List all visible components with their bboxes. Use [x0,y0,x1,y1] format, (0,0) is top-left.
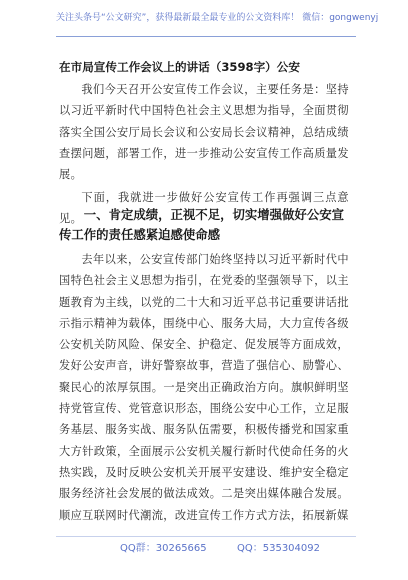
footer-divider [56,536,356,537]
paragraph-transition: 下面，我就进一步做好公安宣传工作再强调三点意见。 [59,191,349,226]
paragraph-section-1: 去年以来，公安宣传部门始终坚持以习近平新时代中国特色社会主义思想为指引，在党委的坚强领导下，以主题教育为主线，以党的二十大和习近平总书记重要讲话批示指示精神为载体，围绕中心、服务大局，大力宣传各级公安机关防风险、保安全、护稳定、促发展等方面成效，发好公安声音，讲好警察故事，营造了强信心、励警心、聚民心的浓厚氛围。一是突出正确政治方向。旗帜鲜明坚持党管宣传、党管意识形态，围绕公安中心工作，立足服务基层、服务实战、服务队伍需要，积极传播党和国家重大方针政策，全面展示公安机关履行新时代使命任务的火热实践，及时反映公安机关开展平安建设、维护安全稳定服务经济社会发展的做法成效。二是突出媒体融合发展。顺应互联网时代潮流，改进宣传工作方式方法，拓展新媒 [59,253,349,522]
footer [120,539,320,554]
header-divider [56,36,356,37]
footer-qq-group: QQ群：30265665 [120,543,207,554]
document-title: 在市局宣传工作会议上的讲话（3598字）公安 [59,60,300,74]
header-banner: 关注头条号“公文研究”，获得最新最全最专业的公文资料库！ 微信：gongwenyj [56,13,379,23]
footer-qq-contact: QQ：535304092 [236,543,320,554]
section-heading-1: 一、肯定成绩，正视不足，切实增强做好公安宣传工作的责任感紧迫感使命感 [59,207,344,242]
paragraph-intro: 我们今天召开公安宣传工作会议，主要任务是：坚持以习近平新时代中国特色社会主义思想为指导，全面贯彻落实全国公安厅局长会议和公安局长会议精神，总结成绩查摆问题，部署工作，进一步推动公安宣传工作高质量发展。 [59,83,349,182]
